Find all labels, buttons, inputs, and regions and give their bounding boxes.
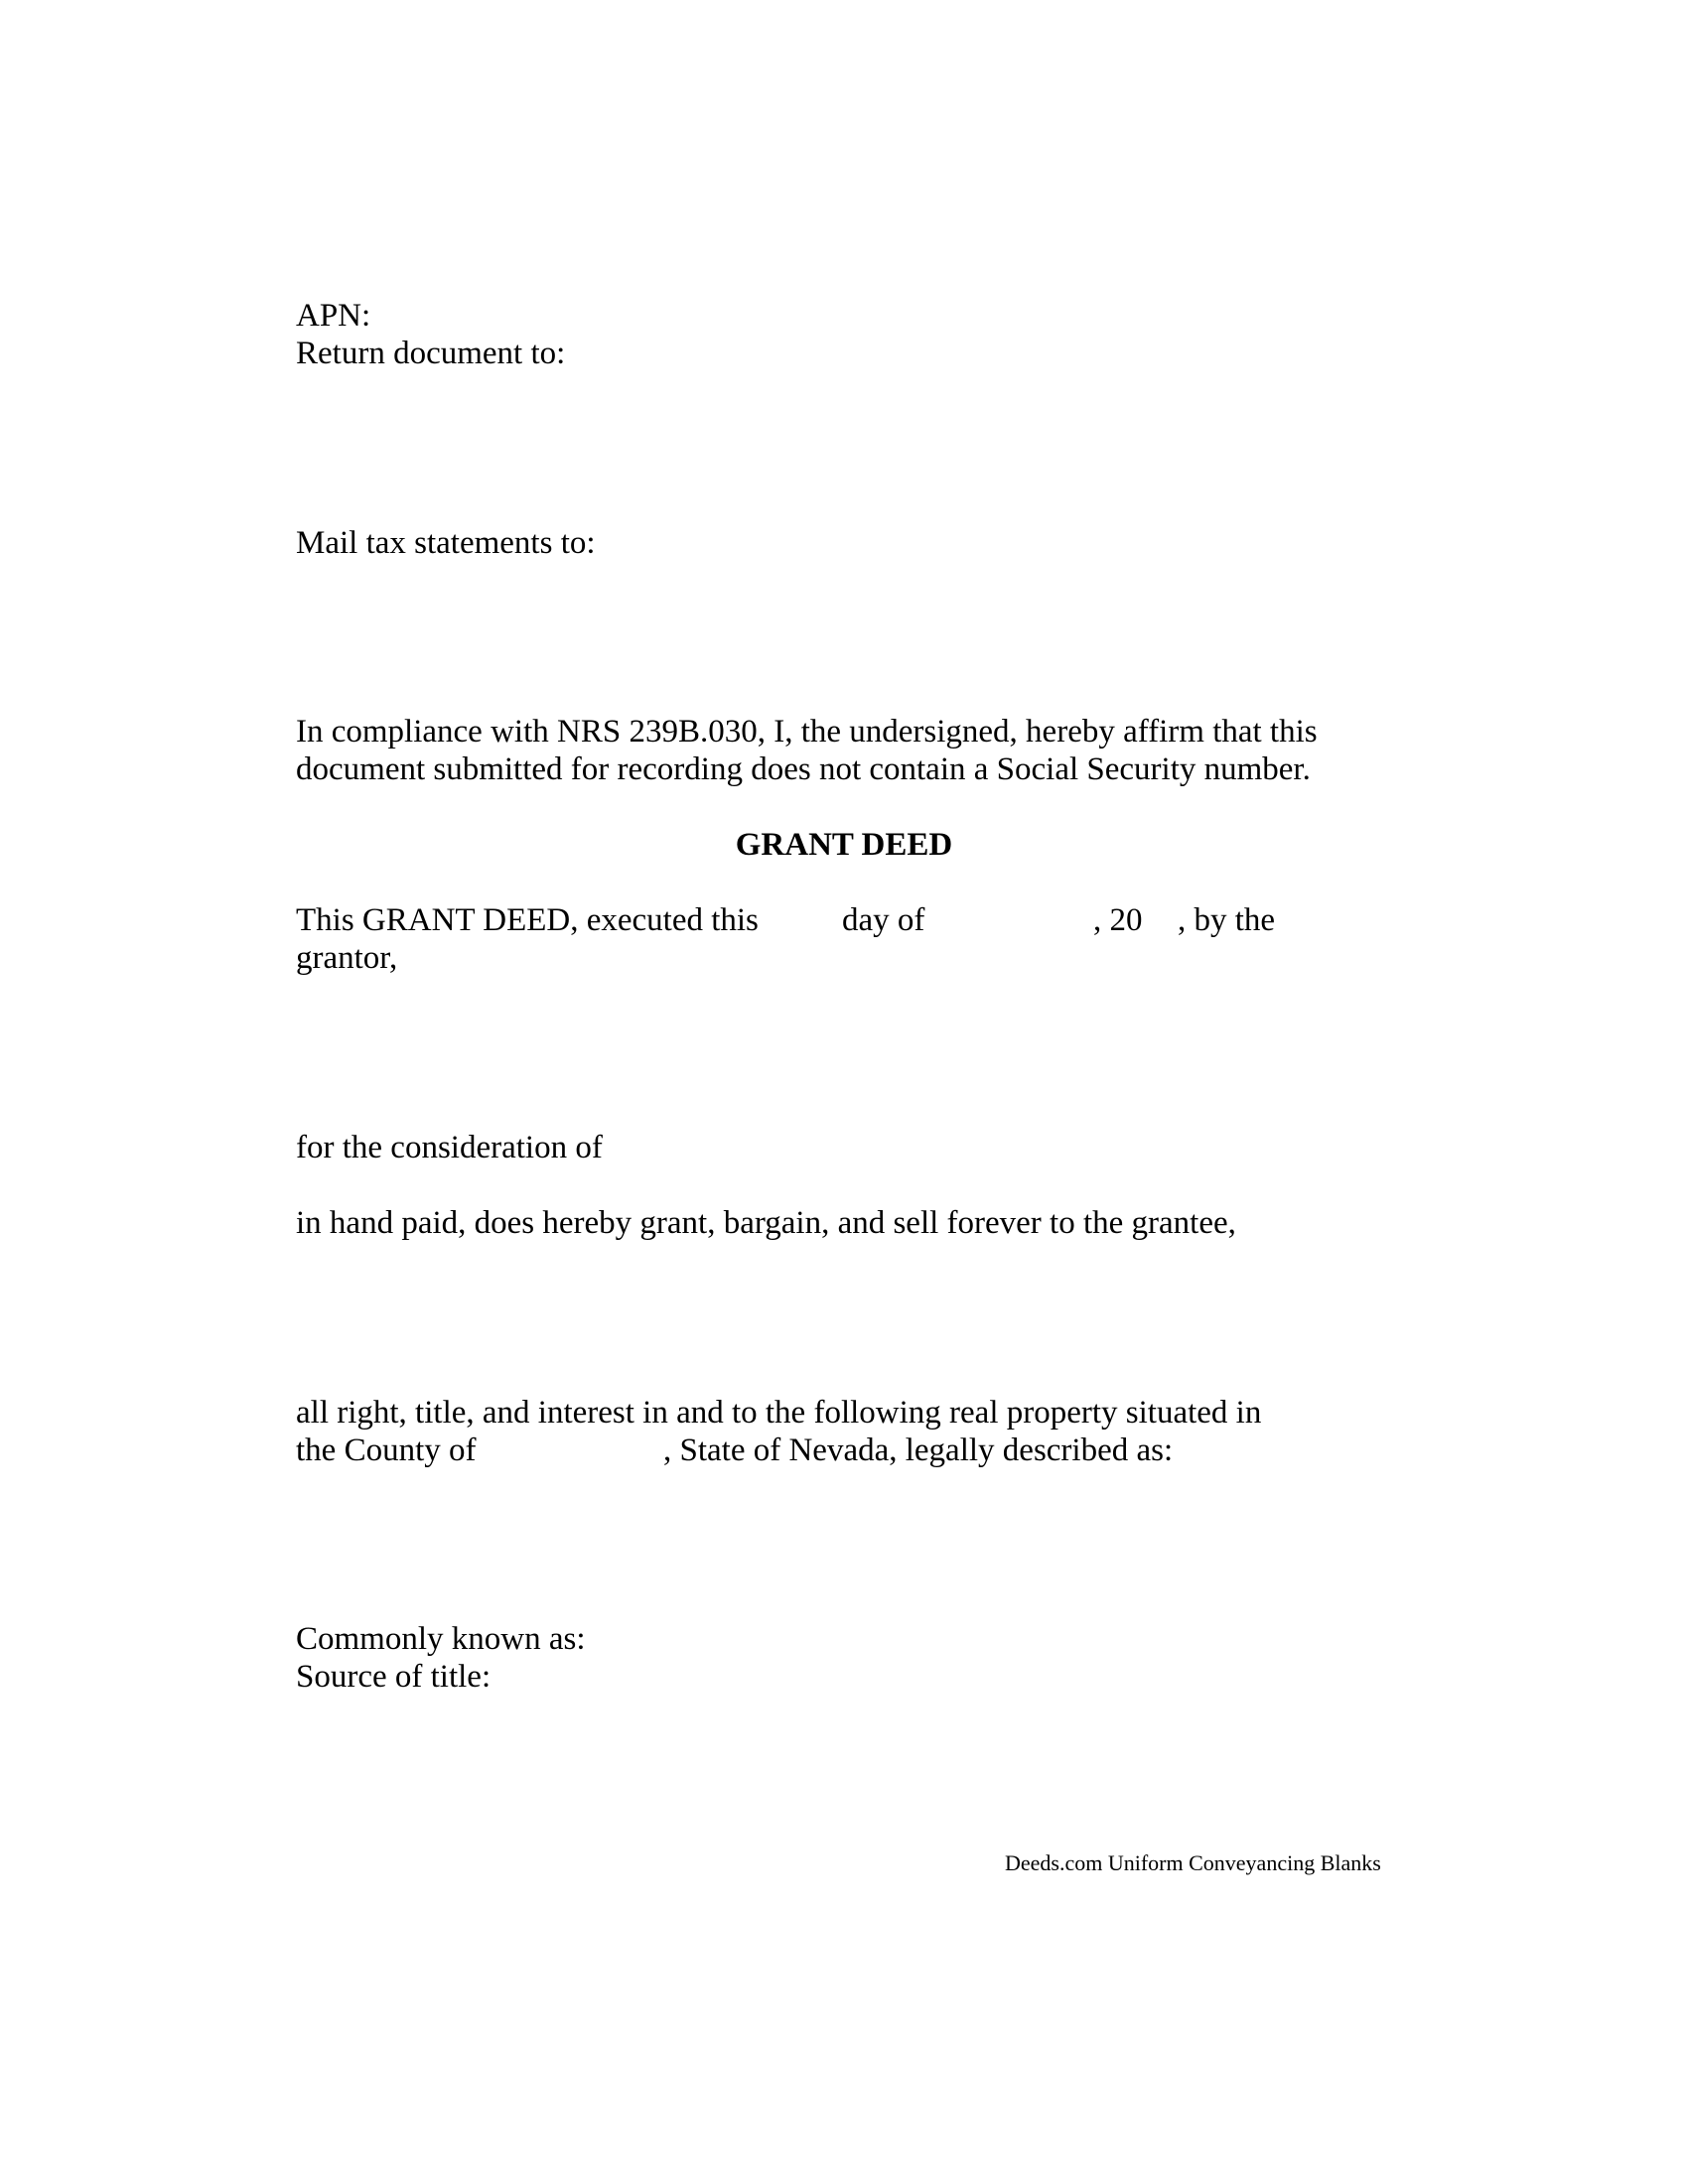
day-of-label: day of [842, 902, 925, 938]
in-hand-paid-line: in hand paid, does hereby grant, bargain, and sell forever to the grantee, [296, 1205, 1236, 1241]
executed-prefix: This GRANT DEED, executed this [296, 902, 759, 938]
mail-tax-statements-label: Mail tax statements to: [296, 525, 596, 561]
year-prefix: , 20 [1093, 902, 1143, 938]
document-title: GRANT DEED [735, 827, 953, 863]
property-line-1: all right, title, and interest in and to the following real property situated in [296, 1395, 1262, 1431]
consideration-label: for the consideration of [296, 1130, 603, 1165]
footer-text: Deeds.com Uniform Conveyancing Blanks [1005, 1850, 1381, 1875]
by-the-label: , by the [1178, 902, 1276, 938]
apn-label: APN: [296, 298, 371, 334]
county-prefix: the County of [296, 1433, 477, 1468]
source-of-title-label: Source of title: [296, 1659, 492, 1695]
county-suffix: , State of Nevada, legally described as: [663, 1433, 1174, 1468]
commonly-known-label: Commonly known as: [296, 1621, 586, 1657]
return-document-label: Return document to: [296, 336, 566, 371]
compliance-line-2: document submitted for recording does not contain a Social Security number. [296, 751, 1311, 787]
grantor-label: grantor, [296, 940, 398, 976]
compliance-line-1: In compliance with NRS 239B.030, I, the undersigned, hereby affirm that this [296, 714, 1318, 750]
